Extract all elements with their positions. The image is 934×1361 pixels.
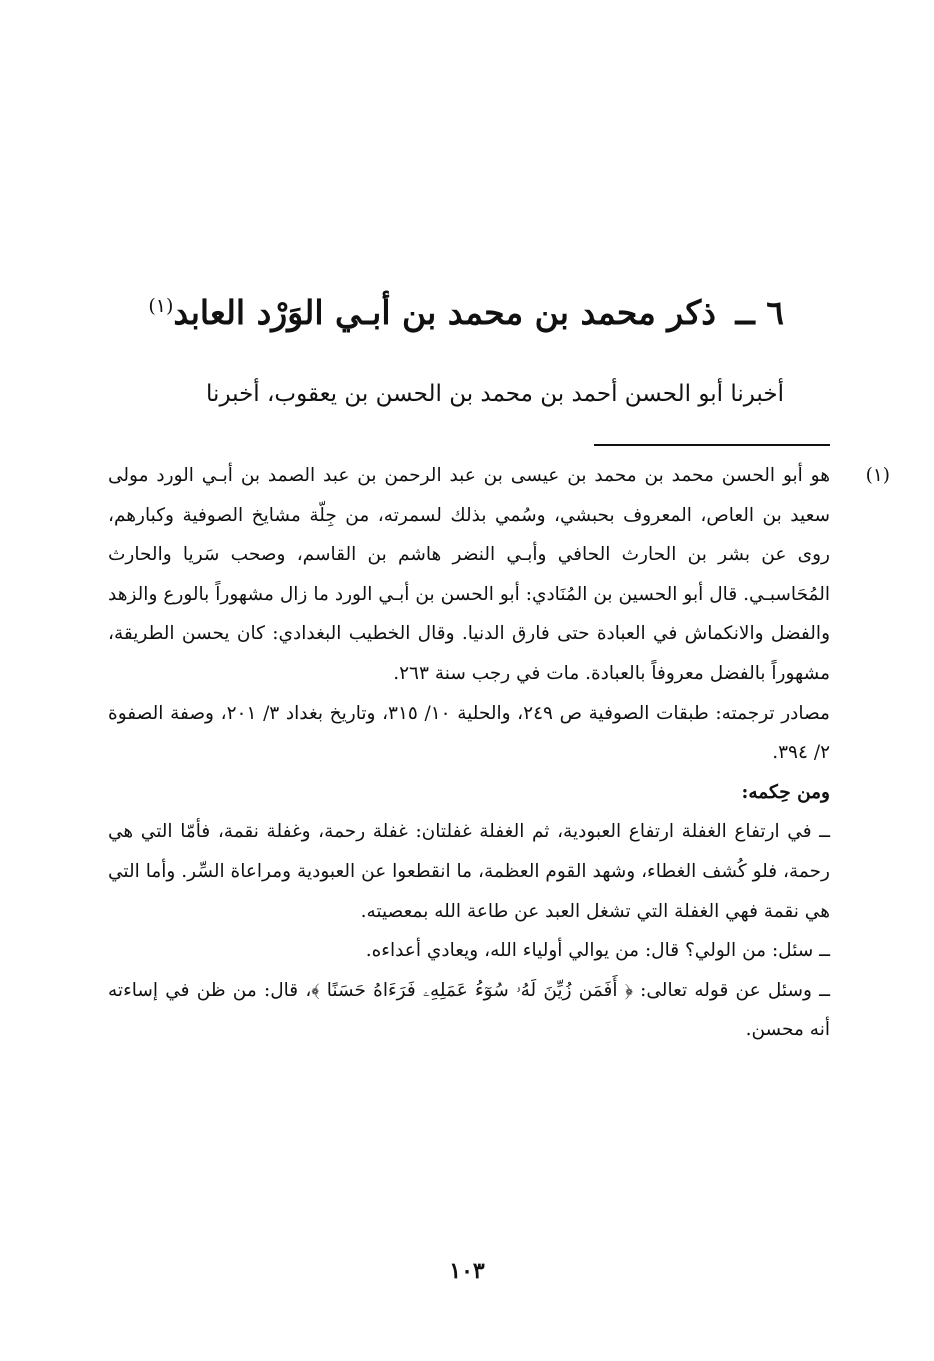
footnote-divider	[594, 444, 830, 446]
footnote-reference: (١)	[148, 295, 174, 317]
page-number: ١٠٣	[449, 1258, 485, 1284]
footnote-marker: (١)	[865, 465, 890, 486]
footnote-biography: هو أبو الحسن محمد بن محمد بن عيسى بن عبد الرحمن بن عبد الصمد بن أبـي الورد مولى سعيد بن العاص، المعروف بحبشي، وسُمي بذلك لسمرته، من جِلّة مشايخ الصوفية وكبارهم، روى عن بشر بن الحارث الحافي وأبـي النضر هاشم بن القاسم، وصحب سَريا والحارث المُحَاسبـي. قال أبو الحسين بن المُنَادي: أبو الحسن بن أبـي الورد ما زال مشهوراً بالورع والزهد والفضل والانكماش في العبادة حتى فارق الدنيا. وقال الخطيب البغدادي: كان يحسن الطريقة، مشهوراً بالفضل معروفاً بالعبادة. مات في رجب سنة ٢٦٣.	[108, 465, 830, 684]
section-number: ٦ ــ	[735, 293, 784, 332]
footnote-sources: مصادر ترجمته: طبقات الصوفية ص ٢٤٩، والحلية ١٠/ ٣١٥، وتاريخ بغداد ٣/ ٢٠١، وصفة الصفوة ٢/ ٣٩٤.	[108, 702, 830, 764]
wisdom-heading: ومن حِكمه:	[741, 781, 830, 803]
saying-3: ــ وسئل عن قوله تعالى: ﴿ أَفَمَن زُيِّنَ لَهُۥ سُوٓءُ عَمَلِهِۦ فَرَءَاهُ حَسَنًا ﴾، قال: من ظن في إساءته أنه محسن.	[108, 979, 830, 1041]
section-heading	[104, 285, 784, 341]
lead-text: أخبرنا أبو الحسن أحمد بن محمد بن الحسن بن يعقوب، أخبرنا	[206, 381, 784, 407]
saying-1: ــ في ارتفاع الغفلة ارتفاع العبودية، ثم الغفلة غفلتان: غفلة رحمة، وغفلة نقمة، فأمّا التي هي رحمة، فلو كُشف الغطاء، وشهد القوم العظمة، ما انقطعوا عن العبودية ومراعاة السِّر. وأما التي هي نقمة فهي الغفلة التي تشغل العبد عن طاعة الله بمعصيته.	[108, 821, 830, 922]
footnote-entry	[108, 456, 890, 694]
footnote-block	[108, 456, 890, 1050]
section-title: ذكر محمد بن محمد بن أبـي الوَرْد العابد	[173, 293, 716, 332]
saying-2: ــ سئل: من الولي؟ قال: من يوالي أولياء الله، ويعادي أعداءه.	[365, 940, 830, 962]
